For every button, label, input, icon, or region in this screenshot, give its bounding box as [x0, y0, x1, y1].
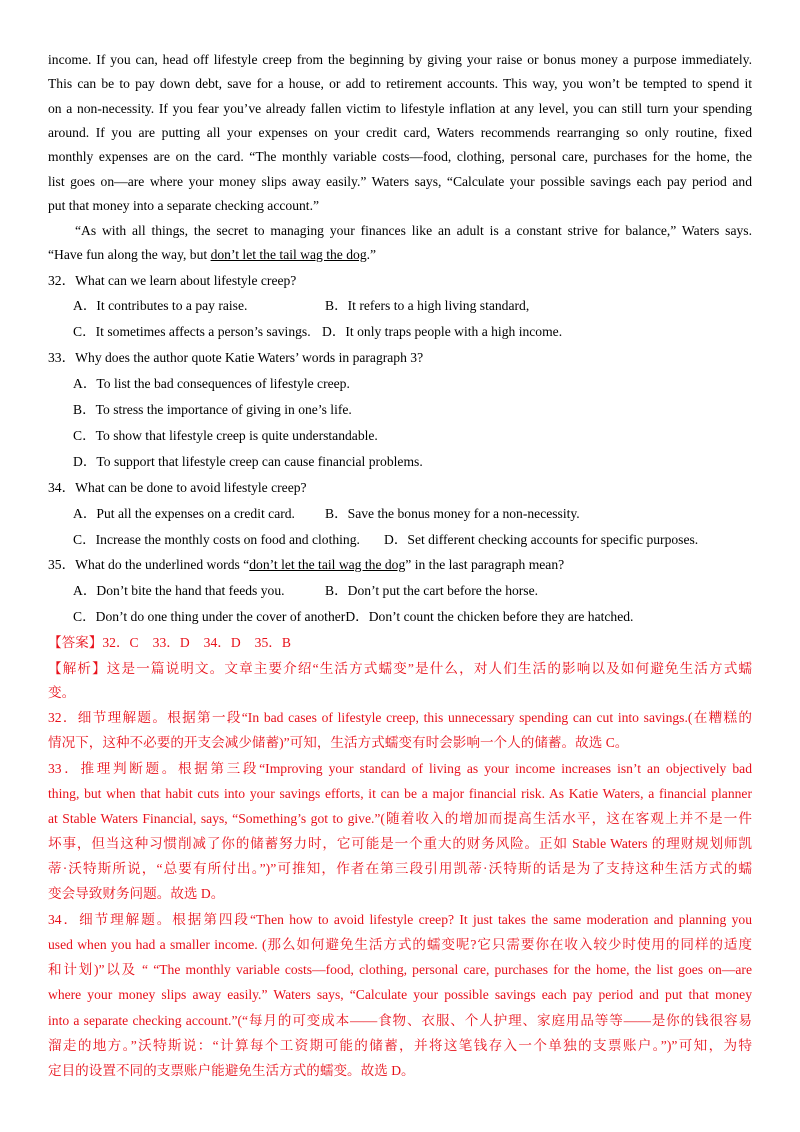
analysis-line: 变。	[48, 685, 76, 700]
option-b: B．Don’t put the cart before the horse.	[325, 583, 539, 598]
answer-item: 33．D	[152, 635, 190, 650]
passage-line: “As with all things, the secret to managing your finances like an adult is a constant strive for balance,” Waters says.	[75, 223, 752, 238]
analysis-line: 33．推理判断题。根据第三段“Improving your standard of living as your income increases isn’t an objectively bad	[48, 761, 752, 776]
question-stem-text: 35．What do the underlined words “	[48, 557, 250, 572]
question-stem: 32．What can we learn about lifestyle creep?	[48, 273, 297, 288]
option-d: D．Don’t count the chicken before they are hatched.	[345, 609, 634, 624]
question-stem	[48, 556, 752, 574]
analysis-line: 变会导致财务问题。故选 D。	[48, 886, 225, 901]
option-d: D．To support that lifestyle creep can cause financial problems.	[73, 454, 423, 469]
option-c: C．Don’t do one thing under the cover of another	[73, 609, 346, 624]
analysis-line: 定目的设置不同的支票账户能避免生活方式的蠕变。故选 D。	[48, 1063, 415, 1078]
option-d: D．Set different checking accounts for specific purposes.	[384, 532, 699, 547]
analysis-line: thing, but when that habit cuts into your savings efforts, it can be a major financial risk. As Katie Waters, a financial planner	[48, 786, 752, 801]
option-a: A．Don’t bite the hand that feeds you.	[73, 583, 285, 598]
analysis-line: 和计划)”以及 “ “The monthly variable costs—food, clothing, personal care, purchases for the home, the list goes on—are	[48, 962, 752, 977]
option-row	[73, 323, 752, 341]
answer-item: 34．D	[203, 635, 241, 650]
option-row	[73, 608, 752, 626]
answer-label: 【答案】	[48, 635, 103, 650]
answer-item: 35．B	[254, 635, 291, 650]
underlined-phrase: don’t let the tail wag the dog	[249, 557, 406, 572]
option-b: B．Save the bonus money for a non-necessity.	[325, 506, 580, 521]
passage-last-line	[48, 246, 752, 264]
analysis-line: 32．细节理解题。根据第一段“In bad cases of lifestyle creep, this unnecessary spending can cut into savings.(在糟糕的	[48, 710, 752, 725]
passage-text: “Have fun along the way, but	[48, 247, 211, 262]
passage-line: list goes on—are where your money slips away easily.” Waters says, “Calculate your possible savings each pay period and	[48, 174, 752, 189]
option-row	[73, 531, 752, 549]
passage-text: .”	[366, 247, 377, 262]
question-stem: 34．What can be done to avoid lifestyle creep?	[48, 480, 307, 495]
option-row	[73, 582, 752, 600]
passage-line: monthly expenses are on the card. “The monthly variable costs—food, clothing, personal care, purchases for the home, the	[48, 149, 752, 164]
analysis-line: 34．细节理解题。根据第四段“Then how to avoid lifestyle creep? It just takes the same moderation and planning you	[48, 912, 752, 927]
passage-line: This can be to pay down debt, save for a house, or add to retirement accounts. This way, you won’t be tempted to spend it	[48, 76, 752, 91]
option-row	[73, 297, 752, 315]
option-row	[73, 505, 752, 523]
passage-line: income. If you can, head off lifestyle creep from the beginning by giving your raise or bonus money a purpose immediately.	[48, 52, 752, 67]
analysis-line: at Stable Waters Financial, says, “Something’s got to give.”(随着收入的增加而提高生活水平，这在客观上并不是一件	[48, 811, 752, 826]
passage-line: on a non-necessity. If you fear you’ve already fallen victim to lifestyle inflation at any level, you can still turn your spending	[48, 101, 752, 116]
option-c: C．Increase the monthly costs on food and clothing.	[73, 532, 360, 547]
option-a: A．To list the bad consequences of lifestyle creep.	[73, 376, 350, 391]
analysis-line: 坏事，但当这种习惯削减了你的储蓄努力时，它可能是一个重大的财务风险。正如 Stable Waters 的理财规划师凯	[48, 836, 752, 851]
analysis-line: into a separate checking account.”(“每月的可变成本——食物、衣服、个人护理、家庭用品等等——是你的钱很容易	[48, 1013, 752, 1028]
answer-item: 32．C	[102, 635, 139, 650]
analysis-line: 【解析】这是一篇说明文。文章主要介绍“生活方式蠕变”是什么，对人们生活的影响以及如何避免生活方式蠕	[48, 661, 752, 676]
option-c: C．To show that lifestyle creep is quite understandable.	[73, 428, 378, 443]
analysis-line: 溜走的地方。”沃特斯说：“计算每个工资期可能的储蓄，并将这笔钱存入一个单独的支票账户。”)”可知，为特	[48, 1038, 752, 1053]
passage-line: around. If you are putting all your expenses on your credit card, Waters recommends rearranging so only routine, fixed	[48, 125, 752, 140]
option-d: D．It only traps people with a high income.	[322, 324, 563, 339]
option-a: A．Put all the expenses on a credit card.	[73, 506, 295, 521]
passage-line: put that money into a separate checking account.”	[48, 198, 320, 213]
option-a: A．It contributes to a pay raise.	[73, 298, 248, 313]
underlined-phrase: don’t let the tail wag the dog	[210, 247, 367, 262]
option-b: B．It refers to a high living standard,	[325, 298, 530, 313]
analysis-line: 情况下，这种不必要的开支会减少储蓄)”可知，生活方式蠕变有时会影响一个人的储蓄。故选 C。	[48, 735, 629, 750]
question-stem: 33．Why does the author quote Katie Waters’ words in paragraph 3?	[48, 350, 424, 365]
analysis-line: used when you had a smaller income. (那么如何避免生活方式的蠕变呢?它只需要你在收入较少时使用的同样的适度	[48, 937, 752, 952]
analysis-line: 蒂·沃特斯所说，“总要有所付出。”)”可推知，作者在第三段引用凯蒂·沃特斯的话是为了支持这种生活方式的蠕	[48, 861, 752, 876]
analysis-line: where your money slips away easily.” Waters says, “Calculate your possible savings each pay period and put that money	[48, 987, 752, 1002]
option-b: B．To stress the importance of giving in one’s life.	[73, 402, 352, 417]
option-c: C．It sometimes affects a person’s savings.	[73, 324, 311, 339]
answer-line	[48, 634, 752, 652]
question-stem-text: ” in the last paragraph mean?	[405, 557, 565, 572]
